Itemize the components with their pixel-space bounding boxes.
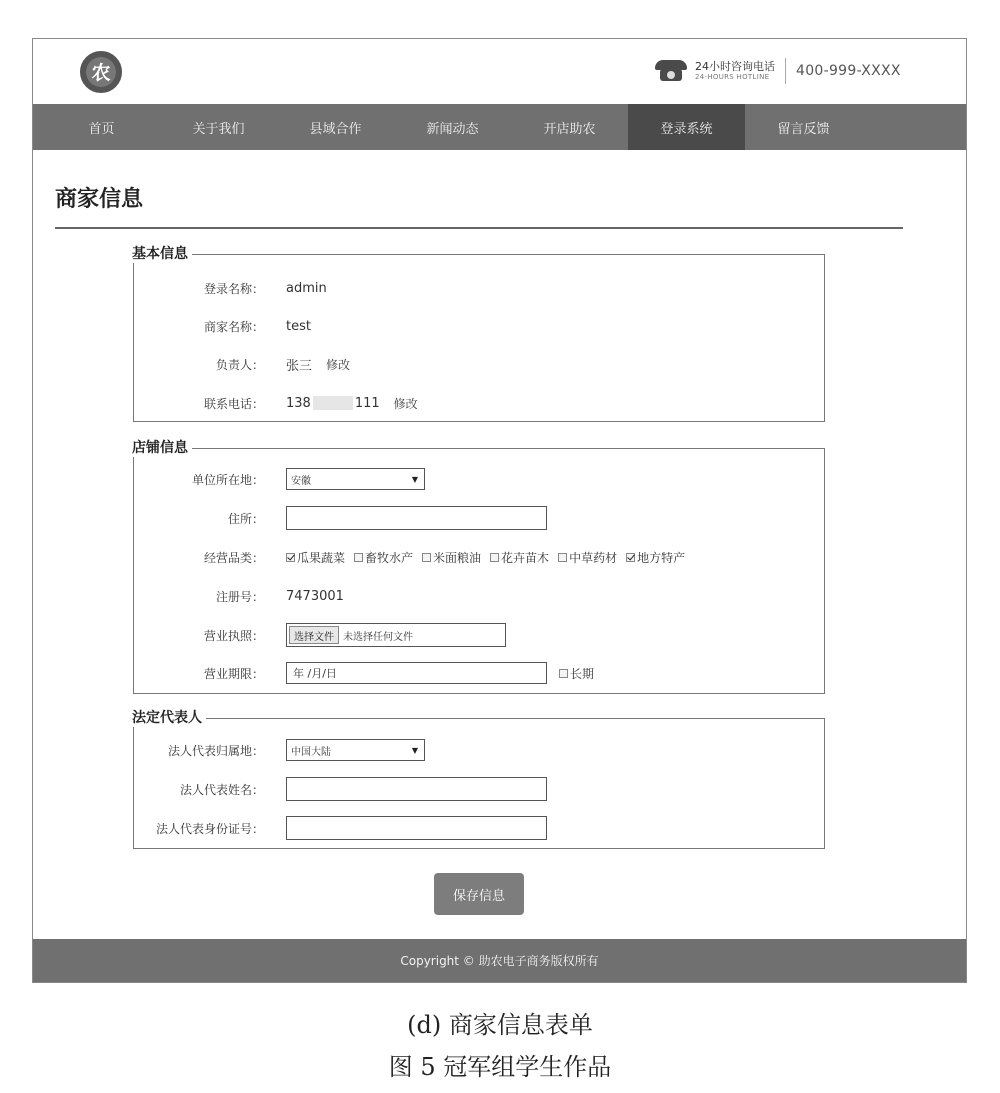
license-value-wrap [286, 623, 506, 647]
category-option-label: 畜牧水产 [365, 550, 414, 565]
legal-id-input[interactable] [286, 816, 547, 840]
legal-id-value-wrap [286, 816, 547, 840]
figure-caption: 图 5 冠军组学生作品 [388, 1053, 612, 1081]
legal-region-label: 法人代表归属地： [167, 743, 264, 758]
nav-item-open-shop[interactable]: 开店助农 [543, 121, 596, 137]
checkbox-checked-icon [286, 553, 295, 562]
legal-name-row [134, 776, 824, 802]
category-row [134, 544, 824, 570]
edit-phone-link[interactable]: 修改 [393, 396, 418, 411]
merchant-name-label: 商家名称： [203, 319, 264, 334]
footer: Copyright © 助农电子商务版权所有 [33, 939, 966, 982]
nav-item-feedback[interactable]: 留言反馈 [777, 121, 830, 137]
period-value-wrap [286, 662, 603, 684]
category-option-label: 花卉苗木 [501, 550, 550, 565]
reg-label: 注册号： [215, 589, 264, 604]
legal-rep-fieldset [132, 710, 825, 849]
merchant-name-row [134, 313, 824, 339]
person-label: 负责人： [215, 357, 264, 372]
nav-item-home[interactable]: 首页 [88, 121, 115, 137]
phone-prefix: 138 [286, 395, 311, 411]
hotline-text [695, 61, 775, 81]
location-label: 单位所在地： [191, 472, 264, 487]
basic-info-legend: 基本信息 [132, 243, 192, 263]
category-checkbox-fruit-veg[interactable] [286, 549, 345, 566]
reg-value: 7473001 [286, 588, 344, 604]
edit-person-link[interactable]: 修改 [326, 357, 351, 372]
main-nav [33, 104, 966, 150]
choose-file-button[interactable]: 选择文件 [289, 626, 339, 644]
address-label: 住所： [227, 511, 264, 526]
legal-region-selected: 中国大陆 [291, 746, 331, 758]
category-checkbox-local[interactable] [626, 549, 685, 566]
legal-region-row [134, 737, 824, 763]
license-label: 营业执照： [203, 628, 264, 643]
hotline-number: 400-999-XXXX [796, 63, 901, 79]
category-option-label: 中草药材 [569, 550, 618, 565]
category-option-label: 瓜果蔬菜 [297, 550, 346, 565]
page-title: 商家信息 [55, 187, 144, 212]
logo-glyph: 农 [91, 62, 111, 84]
legal-region-value-wrap [286, 739, 425, 761]
period-date-input[interactable]: 年 /月/日 [286, 662, 547, 684]
nav-item-news[interactable]: 新闻动态 [426, 121, 479, 137]
logo[interactable] [80, 51, 122, 93]
phone-row [134, 390, 824, 416]
login-name-value: admin [286, 280, 327, 296]
merchant-name-value: test [286, 318, 311, 334]
location-select[interactable] [286, 468, 425, 490]
file-status: 未选择任何文件 [343, 631, 413, 643]
category-checkbox-livestock[interactable] [354, 549, 413, 566]
phone-label: 联系电话： [203, 396, 264, 411]
category-checkbox-herbs[interactable] [558, 549, 617, 566]
category-option-label: 米面粮油 [433, 550, 482, 565]
legal-name-label: 法人代表姓名： [179, 782, 264, 797]
checkbox-unchecked-icon [490, 553, 499, 562]
legal-id-label: 法人代表身份证号： [155, 821, 264, 836]
location-selected: 安徽 [291, 475, 311, 487]
hotline-en: 24-HOURS HOTLINE [695, 73, 770, 81]
period-label: 营业期限： [203, 666, 264, 681]
chevron-down-icon: ▼ [411, 745, 418, 755]
address-value-wrap [286, 506, 547, 530]
chevron-down-icon: ▼ [411, 474, 418, 484]
title-divider [55, 227, 903, 229]
person-row [134, 351, 824, 377]
address-row [134, 505, 824, 531]
longterm-checkbox[interactable] [559, 665, 594, 682]
phone-icon [655, 60, 687, 82]
category-option-label: 地方特产 [637, 550, 686, 565]
basic-info-fieldset [132, 246, 825, 422]
nav-item-county[interactable]: 县域合作 [309, 121, 362, 137]
shop-info-fieldset [132, 440, 825, 694]
category-checkbox-grain-oil[interactable] [422, 549, 481, 566]
nav-item-about[interactable]: 关于我们 [192, 121, 245, 137]
legal-rep-legend: 法定代表人 [132, 707, 206, 727]
category-label: 经营品类： [203, 550, 264, 565]
license-row [134, 622, 824, 648]
login-name-label: 登录名称： [203, 281, 264, 296]
person-value-wrap [286, 355, 350, 374]
login-name-row [134, 275, 824, 301]
checkbox-unchecked-icon [422, 553, 431, 562]
phone-redacted [313, 396, 353, 410]
longterm-label: 长期 [570, 666, 595, 681]
period-row [134, 660, 824, 686]
category-checkbox-flowers[interactable] [490, 549, 549, 566]
nav-item-login[interactable]: 登录系统 [628, 104, 745, 150]
browser-frame [32, 38, 967, 983]
hotline [655, 54, 901, 88]
subfigure-caption: (d) 商家信息表单 [407, 1011, 593, 1039]
legal-name-input[interactable] [286, 777, 547, 801]
phone-value-wrap [286, 395, 418, 412]
phone-suffix: 111 [354, 395, 380, 411]
reg-row [134, 583, 824, 609]
person-value: 张三 [286, 358, 313, 374]
hotline-divider [785, 58, 786, 84]
address-input[interactable] [286, 506, 547, 530]
hotline-cn: 24小时咨询电话 [695, 60, 775, 73]
license-file-input[interactable] [286, 623, 506, 647]
legal-id-row [134, 815, 824, 841]
shop-info-legend: 店铺信息 [132, 437, 192, 457]
legal-region-select[interactable] [286, 739, 425, 761]
checkbox-unchecked-icon [354, 553, 363, 562]
checkbox-unchecked-icon [558, 553, 567, 562]
location-row [134, 466, 824, 492]
save-button[interactable]: 保存信息 [434, 873, 524, 915]
checkbox-unchecked-icon [559, 669, 568, 678]
legal-name-value-wrap [286, 777, 547, 801]
category-options [286, 549, 694, 566]
location-value-wrap [286, 468, 425, 490]
checkbox-checked-icon [626, 553, 635, 562]
